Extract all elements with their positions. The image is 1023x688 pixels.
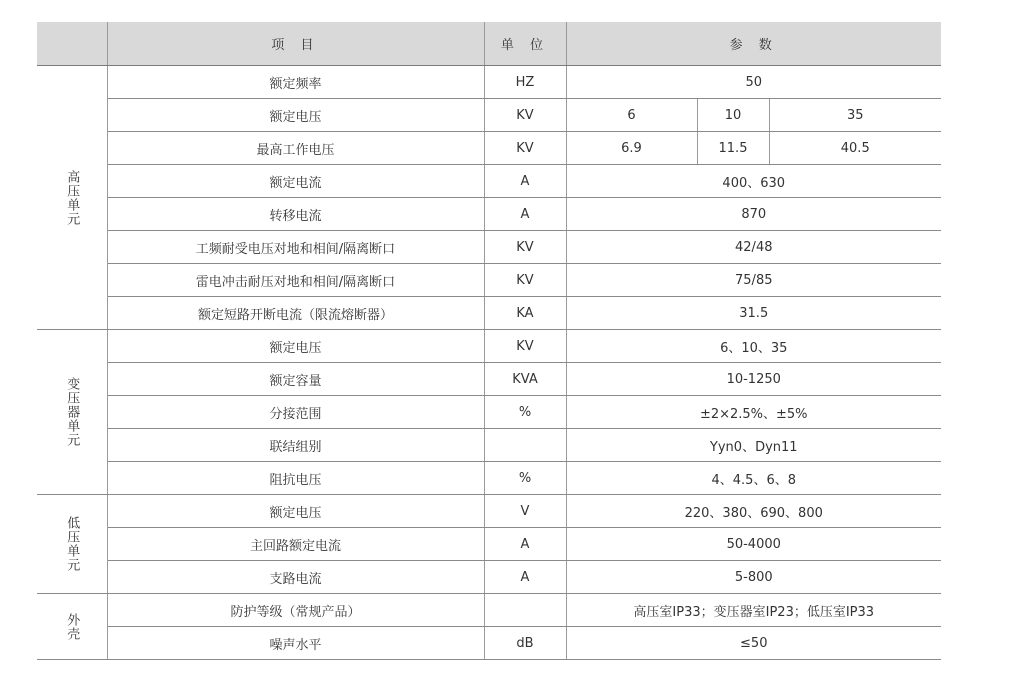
group-label: 外壳: [37, 594, 107, 660]
table-row: [37, 495, 941, 528]
group-label: 低压单元: [37, 495, 107, 594]
item-cell: 分接范围: [107, 396, 484, 429]
table-row: [37, 429, 941, 462]
unit-cell: KV: [484, 231, 566, 264]
unit-cell: A: [484, 528, 566, 561]
value-cell: 42/48: [566, 231, 941, 264]
value-subcell: 11.5: [698, 132, 770, 164]
header-row: [37, 22, 941, 66]
item-cell: 联结组别: [107, 429, 484, 462]
unit-cell: KV: [484, 132, 566, 165]
header-group: [37, 22, 107, 66]
table-row: [37, 528, 941, 561]
item-cell: 防护等级（常规产品）: [107, 594, 484, 627]
value-cell: 31.5: [566, 297, 941, 330]
table-row: [37, 198, 941, 231]
header-unit: 单 位: [484, 22, 566, 66]
unit-cell: KV: [484, 330, 566, 363]
table-row: [37, 132, 941, 165]
table-row: [37, 165, 941, 198]
unit-cell: dB: [484, 627, 566, 660]
table-row: [37, 66, 941, 99]
header-param: 参 数: [566, 22, 941, 66]
unit-cell: A: [484, 165, 566, 198]
unit-cell: %: [484, 396, 566, 429]
table-row: [37, 297, 941, 330]
item-cell: 最高工作电压: [107, 132, 484, 165]
value-cell-split: [566, 99, 941, 132]
value-subcell: 35: [846, 107, 864, 123]
unit-cell: [484, 594, 566, 627]
unit-cell: KV: [484, 264, 566, 297]
table-row: [37, 99, 941, 132]
header-item: 项 目: [107, 22, 484, 66]
table-row: [37, 330, 941, 363]
unit-cell: KA: [484, 297, 566, 330]
table-row: [37, 561, 941, 594]
value-cell: 4、4.5、6、8: [566, 462, 941, 495]
item-cell: 噪声水平: [107, 627, 484, 660]
value-cell: 75/85: [566, 264, 941, 297]
value-subcell: 10: [698, 99, 770, 131]
table-row: [37, 594, 941, 627]
item-cell: 额定电压: [107, 99, 484, 132]
item-cell: 转移电流: [107, 198, 484, 231]
item-cell: 雷电冲击耐压对地和相间/隔离断口: [107, 264, 484, 297]
unit-cell: A: [484, 561, 566, 594]
value-cell: ±2×2.5%、±5%: [566, 396, 941, 429]
value-cell: 高压室IP33；变压器室IP23；低压室IP33: [566, 594, 941, 627]
item-cell: 工频耐受电压对地和相间/隔离断口: [107, 231, 484, 264]
table-row: [37, 627, 941, 660]
spec-table: [37, 22, 941, 660]
table-row: [37, 396, 941, 429]
value-cell-split: [566, 132, 941, 165]
group-label: 高压单元: [37, 66, 107, 330]
unit-cell: %: [484, 462, 566, 495]
group-label: 变压器单元: [37, 330, 107, 495]
item-cell: 主回路额定电流: [107, 528, 484, 561]
value-split-wrapper: [567, 99, 942, 131]
unit-cell: A: [484, 198, 566, 231]
item-cell: 额定电压: [107, 330, 484, 363]
value-cell: 50: [566, 66, 941, 99]
item-cell: 额定频率: [107, 66, 484, 99]
table-row: [37, 363, 941, 396]
item-cell: 阻抗电压: [107, 462, 484, 495]
unit-cell: KVA: [484, 363, 566, 396]
unit-cell: [484, 429, 566, 462]
value-subcell: 6: [567, 99, 698, 131]
table-row: [37, 264, 941, 297]
unit-cell: KV: [484, 99, 566, 132]
item-cell: 额定短路开断电流（限流熔断器）: [107, 297, 484, 330]
value-split-wrapper: [567, 132, 942, 164]
item-cell: 额定电压: [107, 495, 484, 528]
unit-cell: HZ: [484, 66, 566, 99]
item-cell: 额定电流: [107, 165, 484, 198]
value-cell: 50-4000: [566, 528, 941, 561]
value-cell: 6、10、35: [566, 330, 941, 363]
unit-cell: V: [484, 495, 566, 528]
value-cell: 10-1250: [566, 363, 941, 396]
value-cell: ≤50: [566, 627, 941, 660]
value-cell: Yyn0、Dyn11: [566, 429, 941, 462]
item-cell: 额定容量: [107, 363, 484, 396]
value-cell: 400、630: [566, 165, 941, 198]
value-subcell: 6.9: [567, 132, 698, 164]
value-cell: 870: [566, 198, 941, 231]
table-row: [37, 231, 941, 264]
item-cell: 支路电流: [107, 561, 484, 594]
value-cell: 5-800: [566, 561, 941, 594]
value-subcell: 40.5: [840, 140, 870, 156]
table-row: [37, 462, 941, 495]
spec-body: [37, 66, 941, 660]
value-cell: 220、380、690、800: [566, 495, 941, 528]
